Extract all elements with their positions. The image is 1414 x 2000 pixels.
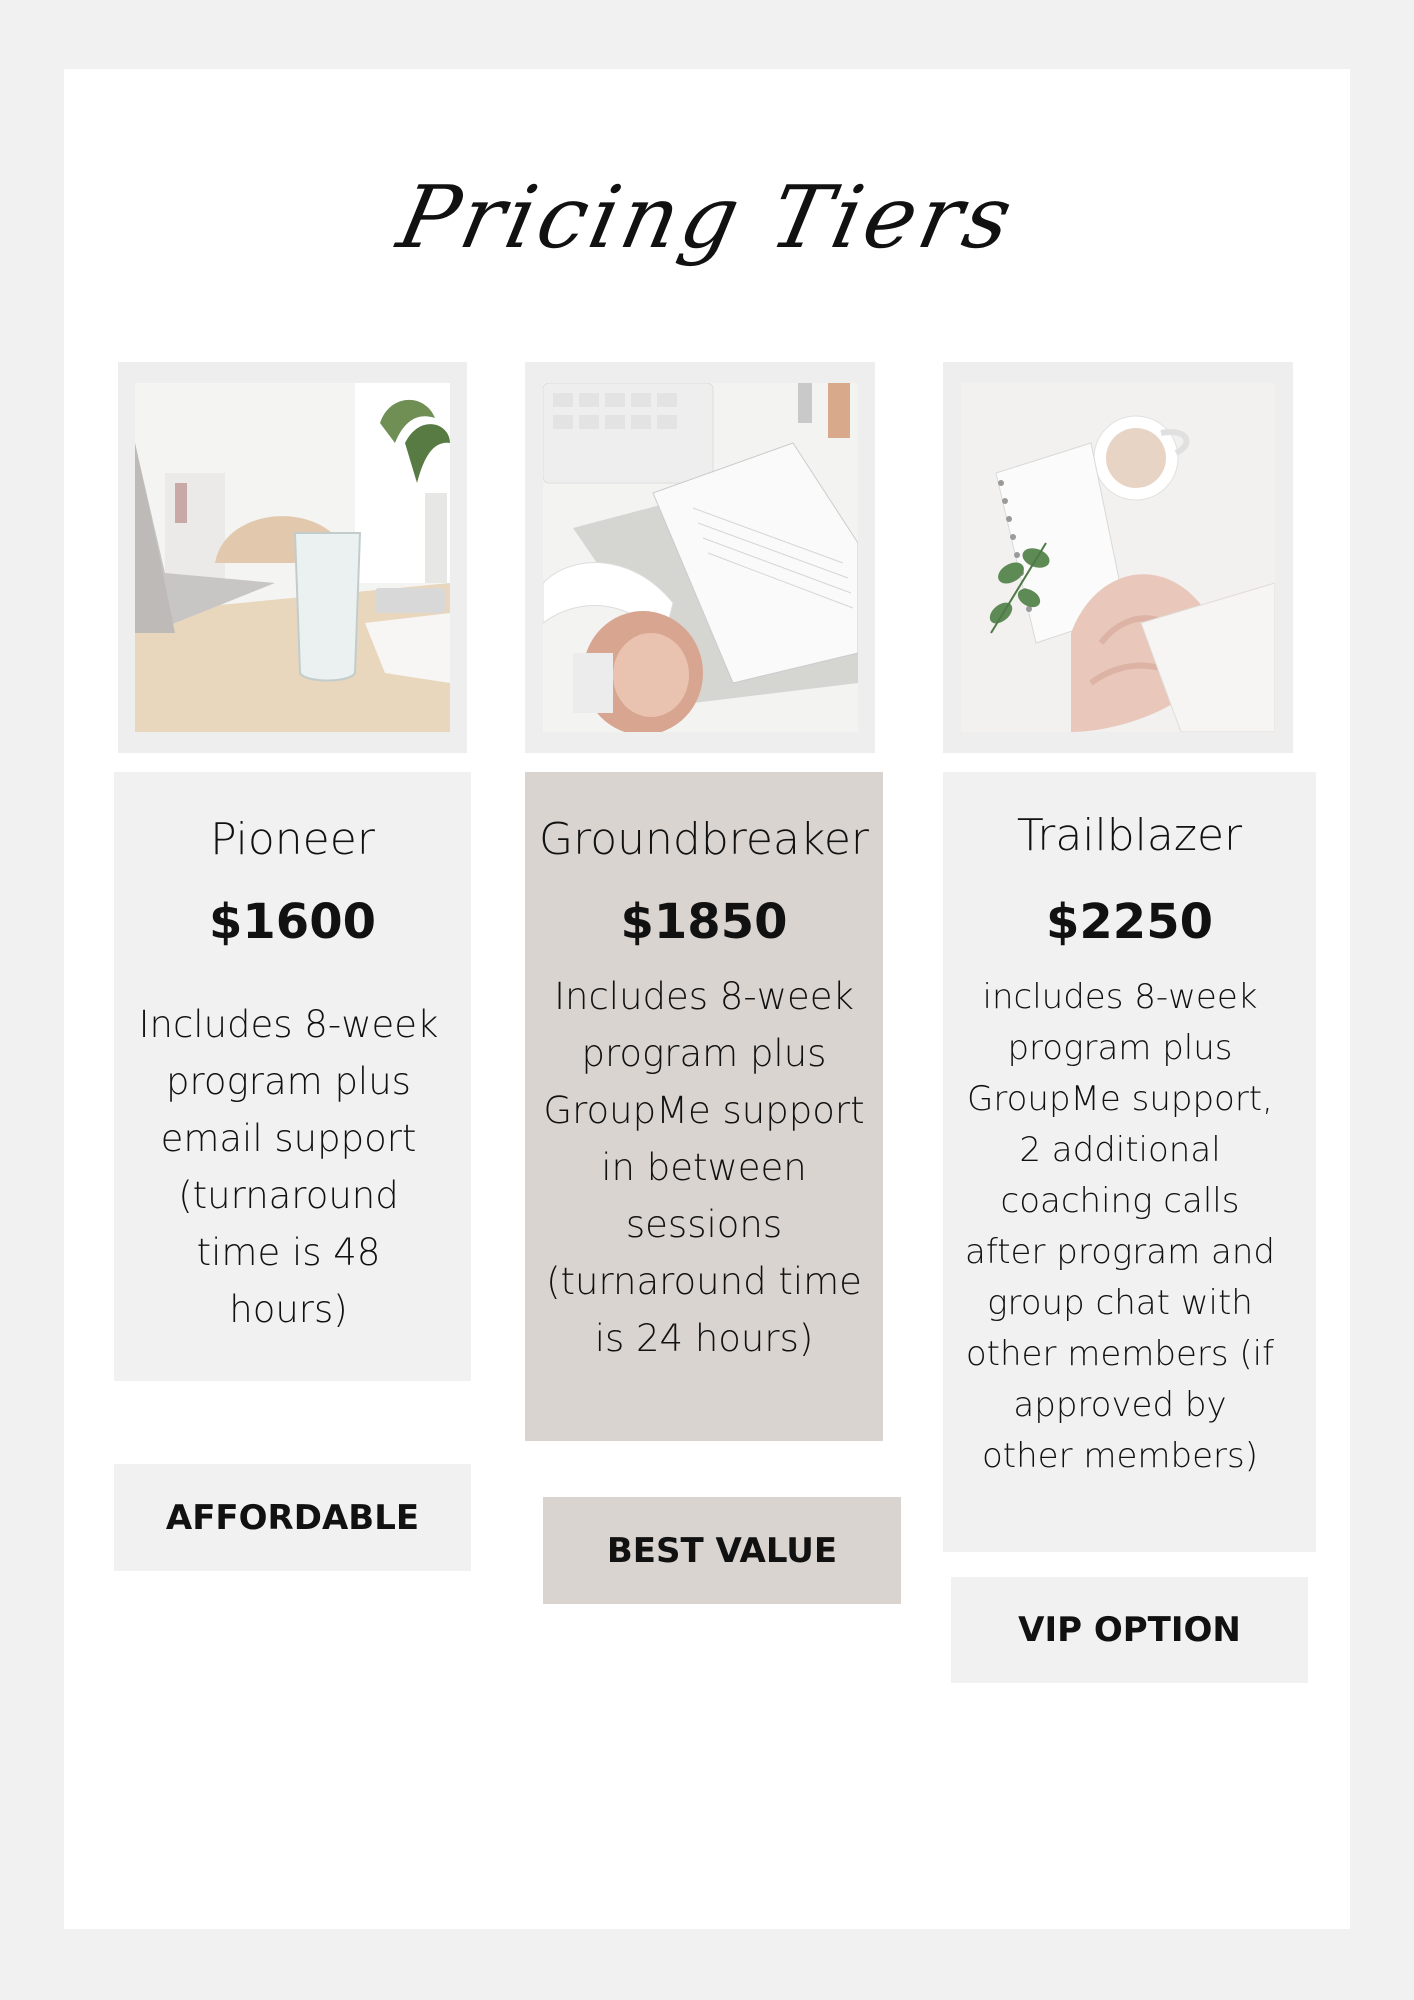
tier-name: Groundbreaker	[539, 814, 869, 865]
page-title: Pricing Tiers	[389, 168, 1025, 268]
tier-description: Includes 8-week program plus email support (turnaround time is 48 hours)	[138, 1003, 439, 1331]
tier-name: Trailblazer	[1016, 810, 1243, 861]
tier-card-pioneer	[114, 772, 471, 1381]
tier-name: Pioneer	[210, 814, 375, 865]
tier-description: includes 8-week program plus GroupMe support, 2 additional coaching calls after program and group chat with other members (if approved by other members)	[965, 977, 1275, 1476]
planner-headphones-photo	[543, 383, 858, 732]
notebook-coffee-photo	[961, 383, 1275, 732]
tier-badge-groundbreaker: BEST VALUE	[543, 1497, 901, 1604]
tier-card-trailblazer	[943, 772, 1316, 1552]
tier-price: $1850	[620, 894, 788, 950]
tier-badge-trailblazer: VIP OPTION	[951, 1577, 1308, 1683]
tier-price: $1600	[209, 894, 376, 950]
desk-laptop-photo	[135, 383, 450, 732]
tier-price: $2250	[1046, 894, 1213, 950]
tier-description: Includes 8-week program plus GroupMe support in between sessions (turnaround time is 24 hours)	[543, 975, 865, 1360]
tier-badge-pioneer: AFFORDABLE	[114, 1464, 471, 1571]
tier-card-groundbreaker	[525, 772, 883, 1441]
